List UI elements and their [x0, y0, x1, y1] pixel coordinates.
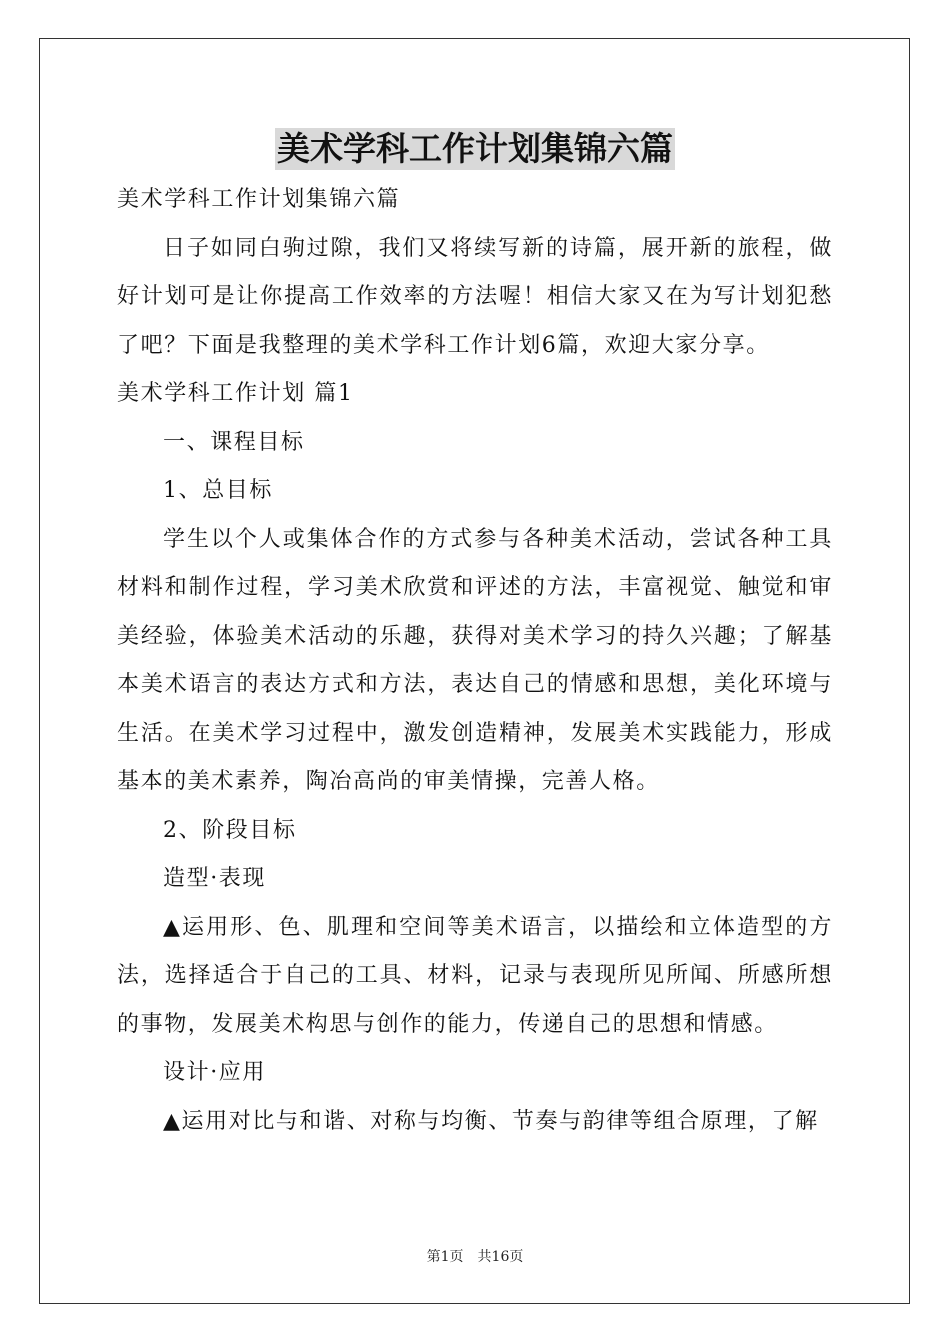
paragraph: ▲运用对比与和谐、对称与均衡、节奏与韵律等组合原理，了解	[163, 1108, 819, 1134]
document-title: 美术学科工作计划集锦六篇	[277, 129, 673, 168]
document-body	[117, 176, 833, 1146]
page-total: 共16页	[477, 1249, 524, 1265]
section-heading: 美术学科工作计划 篇1	[117, 381, 354, 406]
subheading: 2、阶段目标	[163, 817, 297, 843]
page-number: 第1页	[426, 1249, 464, 1265]
subheading: 造型·表现	[163, 866, 266, 891]
paragraph: ▲运用形、色、肌理和空间等美术语言，以描绘和立体造型的方法，选择适合于自己的工具、材料，记录与表现所见所闻、所感所想的事物，发展美术构思与创作的能力，传递自己的思想和情感。	[117, 914, 833, 1037]
title-container	[0, 128, 950, 170]
paragraph: 学生以个人或集体合作的方式参与各种美术活动，尝试各种工具材料和制作过程，学习美术欣赏和评述的方法，丰富视觉、触觉和审美经验，体验美术活动的乐趣，获得对美术学习的持久兴趣；了解基本美术语言的表达方式和方法，表达自己的情感和思想，美化环境与生活。在美术学习过程中，激发创造精神，发展美术实践能力，形成基本的美术素养，陶冶高尚的审美情操，完善人格。	[117, 526, 833, 794]
page-footer	[0, 1246, 950, 1266]
paragraph: 日子如同白驹过隙，我们又将续写新的诗篇，展开新的旅程，做好计划可是让你提高工作效率的方法喔！相信大家又在为写计划犯愁了吧？下面是我整理的美术学科工作计划6篇，欢迎大家分享。	[117, 235, 833, 358]
paragraph: 美术学科工作计划集锦六篇	[117, 187, 401, 212]
subheading: 1、总目标	[163, 478, 273, 503]
subheading: 设计·应用	[163, 1060, 266, 1085]
subheading: 一、课程目标	[163, 429, 305, 455]
